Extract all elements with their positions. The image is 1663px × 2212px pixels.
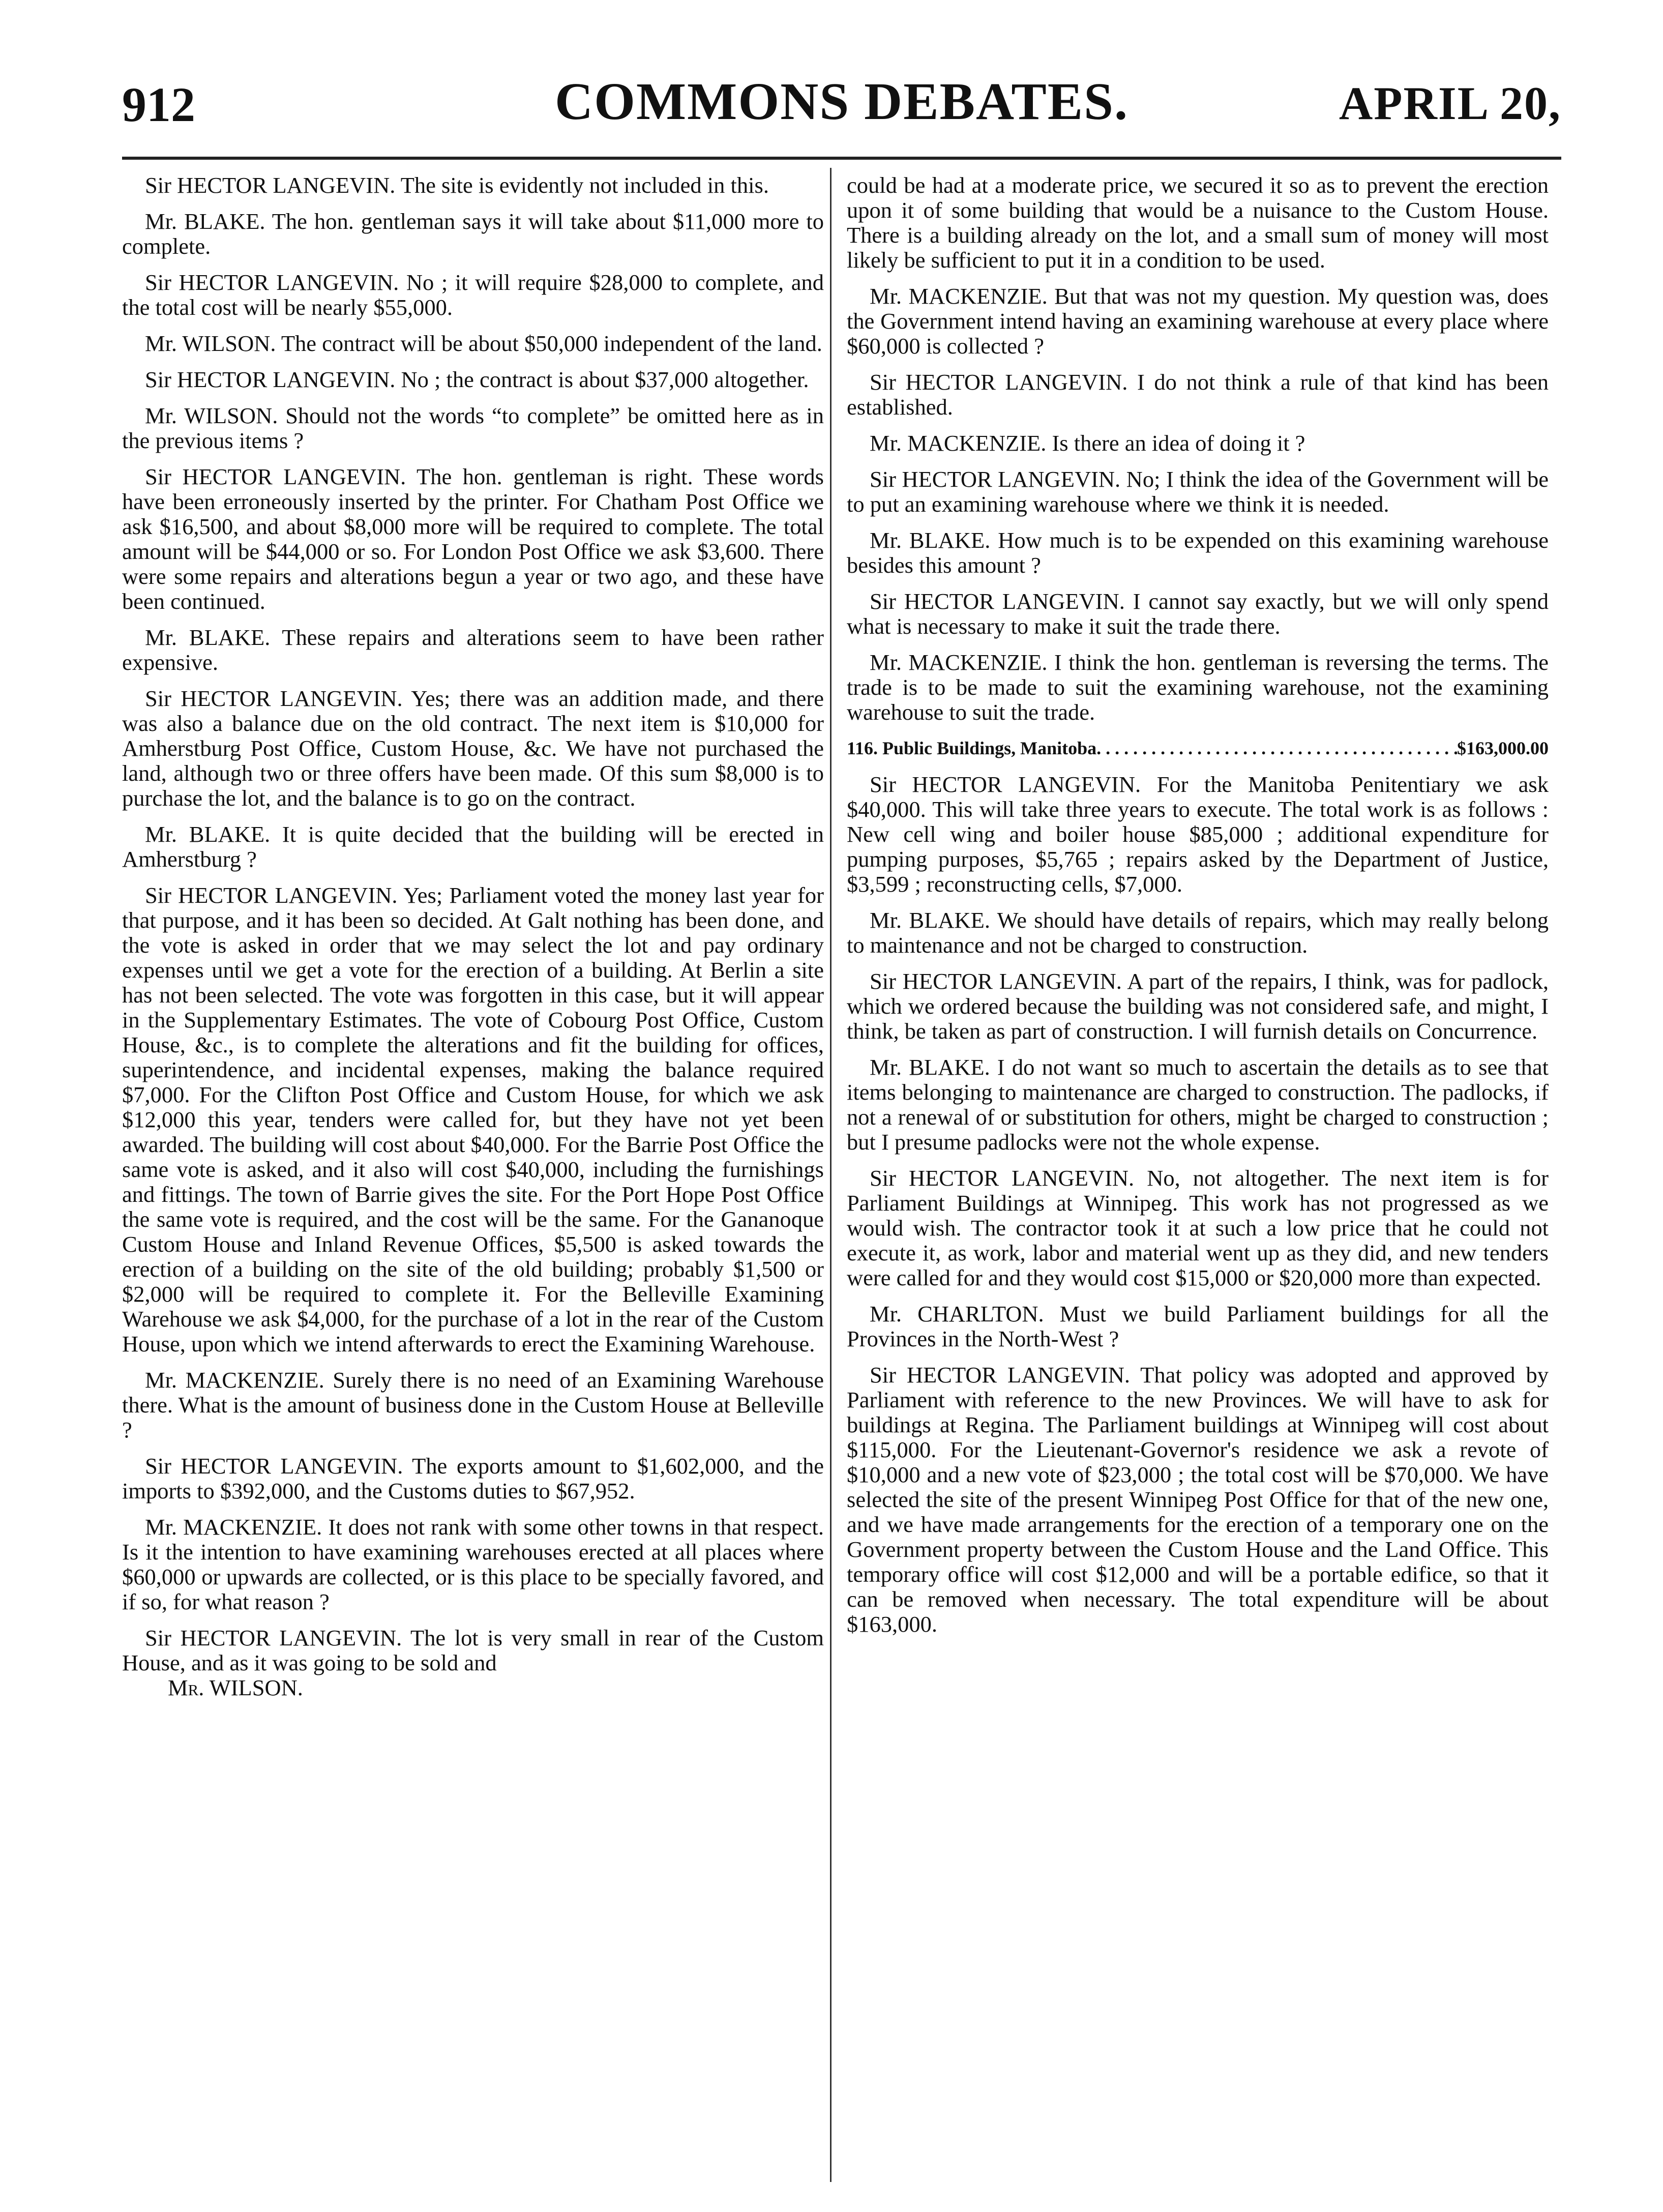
- paragraph: Mr. MACKENZIE. Is there an idea of doing it ?: [870, 430, 1305, 456]
- paragraph: Mr. MACKENZIE. Surely there is no need of an Examining Warehouse there. What is the amount of business done in the Custom House at Belleville ?: [122, 1367, 824, 1442]
- footer-signature: Mr. WILSON.: [168, 1675, 303, 1700]
- paragraph: Mr. BLAKE. I do not want so much to ascertain the details as to see that items belonging to maintenance are charged to construction. The padlocks, if not a renewal of or substitution for others, might be charged to construction ; but I presume padlocks were not the whole expense.: [847, 1054, 1549, 1155]
- paragraph: Mr. CHARLTON. Must we build Parliament buildings for all the Provinces in the North-West ?: [847, 1301, 1549, 1351]
- paragraph: Mr. BLAKE. How much is to be expended on this examining warehouse besides this amount ?: [847, 527, 1549, 578]
- paragraph: Mr. BLAKE. These repairs and alterations seem to have been rather expensive.: [122, 625, 824, 675]
- paragraph: Mr. MACKENZIE. I think the hon. gentleman is reversing the terms. The trade is to be made to suit the examining warehouse, not the examining warehouse to suit the trade.: [847, 650, 1549, 725]
- paragraph: Sir HECTOR LANGEVIN. The lot is very small in rear of the Custom House, and as it was going to be sold and: [122, 1625, 824, 1675]
- estimate-item-amount: $163,000.00: [1457, 738, 1549, 758]
- paragraph: Mr. BLAKE. We should have details of repairs, which may really belong to maintenance and not be charged to construction.: [847, 907, 1549, 958]
- estimate-item-label: 116. Public Buildings, Manitoba: [847, 738, 1097, 758]
- paragraph: Mr. WILSON. Should not the words “to complete” be omitted here as in the previous items ?: [122, 403, 824, 453]
- paragraph: Sir HECTOR LANGEVIN. I do not think a rule of that kind has been established.: [847, 369, 1549, 420]
- paragraph: Sir HECTOR LANGEVIN. No ; the contract is about $37,000 altogether.: [145, 367, 809, 392]
- paragraph: Sir HECTOR LANGEVIN. I cannot say exactly, but we will only spend what is necessary to make it suit the trade there.: [847, 588, 1549, 639]
- paragraph: Mr. WILSON. The contract will be about $50,000 independent of the land.: [145, 331, 822, 356]
- paragraph: Mr. BLAKE. The hon. gentleman says it will take about $11,000 more to complete.: [122, 209, 824, 259]
- header-rule: [122, 157, 1561, 160]
- paragraph: could be had at a moderate price, we secured it so as to prevent the erection upon it of some building that would be a nuisance to the Custom House. There is a building already on the lot, and a small sum of money will most likely be sufficient to put it in a condition to be used.: [847, 172, 1549, 273]
- paragraph: Sir HECTOR LANGEVIN. The hon. gentleman is right. These words have been erroneously inserted by the printer. For Chatham Post Office we ask $16,500, and about $8,000 more will be required to complete. The total amount will be $44,000 or so. For London Post Office we ask $3,600. There were some repairs and alterations begun a year or two ago, and these have been continued.: [122, 464, 824, 614]
- estimate-item: [847, 736, 1549, 761]
- paragraph: Sir HECTOR LANGEVIN. The exports amount to $1,602,000, and the imports to $392,000, and the Customs duties to $67,952.: [122, 1453, 824, 1503]
- paragraph: Sir HECTOR LANGEVIN. Yes; there was an addition made, and there was also a balance due on the old contract. The next item is $10,000 for Amherstburg Post Office, Custom House, &c. We have not purchased the land, although two or three offers have been made. Of this sum $8,000 is to purchase the lot, and the balance is to go on the contract.: [122, 686, 824, 811]
- page-title: COMMONS DEBATES.: [555, 72, 1129, 131]
- page-header: [122, 71, 1561, 148]
- paragraph: Sir HECTOR LANGEVIN. A part of the repairs, I think, was for padlock, which we ordered because the building was not considered safe, and might, I think, be taken as part of construction. I will furnish details on Concurrence.: [847, 968, 1549, 1044]
- paragraph: Mr. MACKENZIE. It does not rank with some other towns in that respect. Is it the intention to have examining warehouses erected at all places where $60,000 or upwards are collected, or is this place to be specially favored, and if so, for what reason ?: [122, 1514, 824, 1614]
- paragraph: Sir HECTOR LANGEVIN. Yes; Parliament voted the money last year for that purpose, and it has been so decided. At Galt nothing has been done, and the vote is asked in order that we may select the lot and pay ordinary expenses until we get a vote for the erection of a building. At Berlin a site has not been selected. The vote was forgotten in this case, but it will appear in the Supplementary Estimates. The vote of Cobourg Post Office, Custom House, &c., is to complete the alterations and fit the building for offices, superintendence, and incidental expenses, making the balance required $7,000. For the Clifton Post Office and Custom House, for which we ask $12,000 this year, tenders were called for, but they have not yet been awarded. The building will cost about $40,000. For the Barrie Post Office the same vote is asked, and it also will cost $40,000, including the furnishings and fittings. The town of Barrie gives the site. For the Port Hope Post Office the same vote is required, and the cost will be the same. For the Gananoque Custom House and Inland Revenue Offices, $5,500 is asked towards the erection of a building on the site of the old building; probably $1,500 or $2,000 will be required to complete it. For the Belleville Examining Warehouse we ask $4,000, for the purchase of a lot in the rear of the Custom House, upon which we intend afterwards to erect the Examining Warehouse.: [122, 882, 824, 1356]
- paragraph: Sir HECTOR LANGEVIN. The site is evidently not included in this.: [145, 172, 769, 198]
- paragraph: Mr. BLAKE. It is quite decided that the building will be erected in Amherstburg ?: [122, 821, 824, 872]
- page-number: 912: [122, 77, 195, 132]
- paragraph: Sir HECTOR LANGEVIN. No, not altogether. The next item is for Parliament Buildings at Winnipeg. This work has not progressed as we would wish. The contractor took it at such a low price that he could not execute it, as work, labor and material went up as they did, and new tenders were called for and they would cost $15,000 or $20,000 more than expected.: [847, 1165, 1549, 1290]
- paragraph: Sir HECTOR LANGEVIN. No ; it will require $28,000 to complete, and the total cost will be nearly $55,000.: [122, 270, 824, 320]
- paragraph: Sir HECTOR LANGEVIN. For the Manitoba Penitentiary we ask $40,000. This will take three years to execute. The total work is as follows : New cell wing and boiler house $85,000 ; additional expenditure for pumping purposes, $5,765 ; repairs asked by the Department of Justice, $3,599 ; reconstructing cells, $7,000.: [847, 772, 1549, 897]
- leader-dots: [1096, 736, 1457, 761]
- column-divider: [830, 168, 831, 2182]
- page-date: APRIL 20,: [1339, 77, 1561, 129]
- paragraph: Sir HECTOR LANGEVIN. That policy was adopted and approved by Parliament with reference to the new Provinces. We will have to ask for buildings at Regina. The Parliament buildings at Winnipeg will cost about $115,000. For the Lieutenant-Governor's residence we ask a revote of $10,000 and a new vote of $23,000 ; the total cost will be $70,000. We have selected the site of the present Winnipeg Post Office for that of the new one, and we have made arrangements for the erection of a temporary one on the Government property between the Custom House and the Land Office. This temporary office will cost $12,000 and will be a portable edifice, so that it can be removed when necessary. The total expenditure will be about $163,000.: [847, 1362, 1549, 1637]
- paragraph: Sir HECTOR LANGEVIN. No; I think the idea of the Government will be to put an examining warehouse where we think it is needed.: [847, 466, 1549, 517]
- right-column: [847, 173, 1549, 1648]
- left-column: [122, 173, 824, 1712]
- paragraph: Mr. MACKENZIE. But that was not my question. My question was, does the Government intend having an examining warehouse at every place where $60,000 is collected ?: [847, 283, 1549, 359]
